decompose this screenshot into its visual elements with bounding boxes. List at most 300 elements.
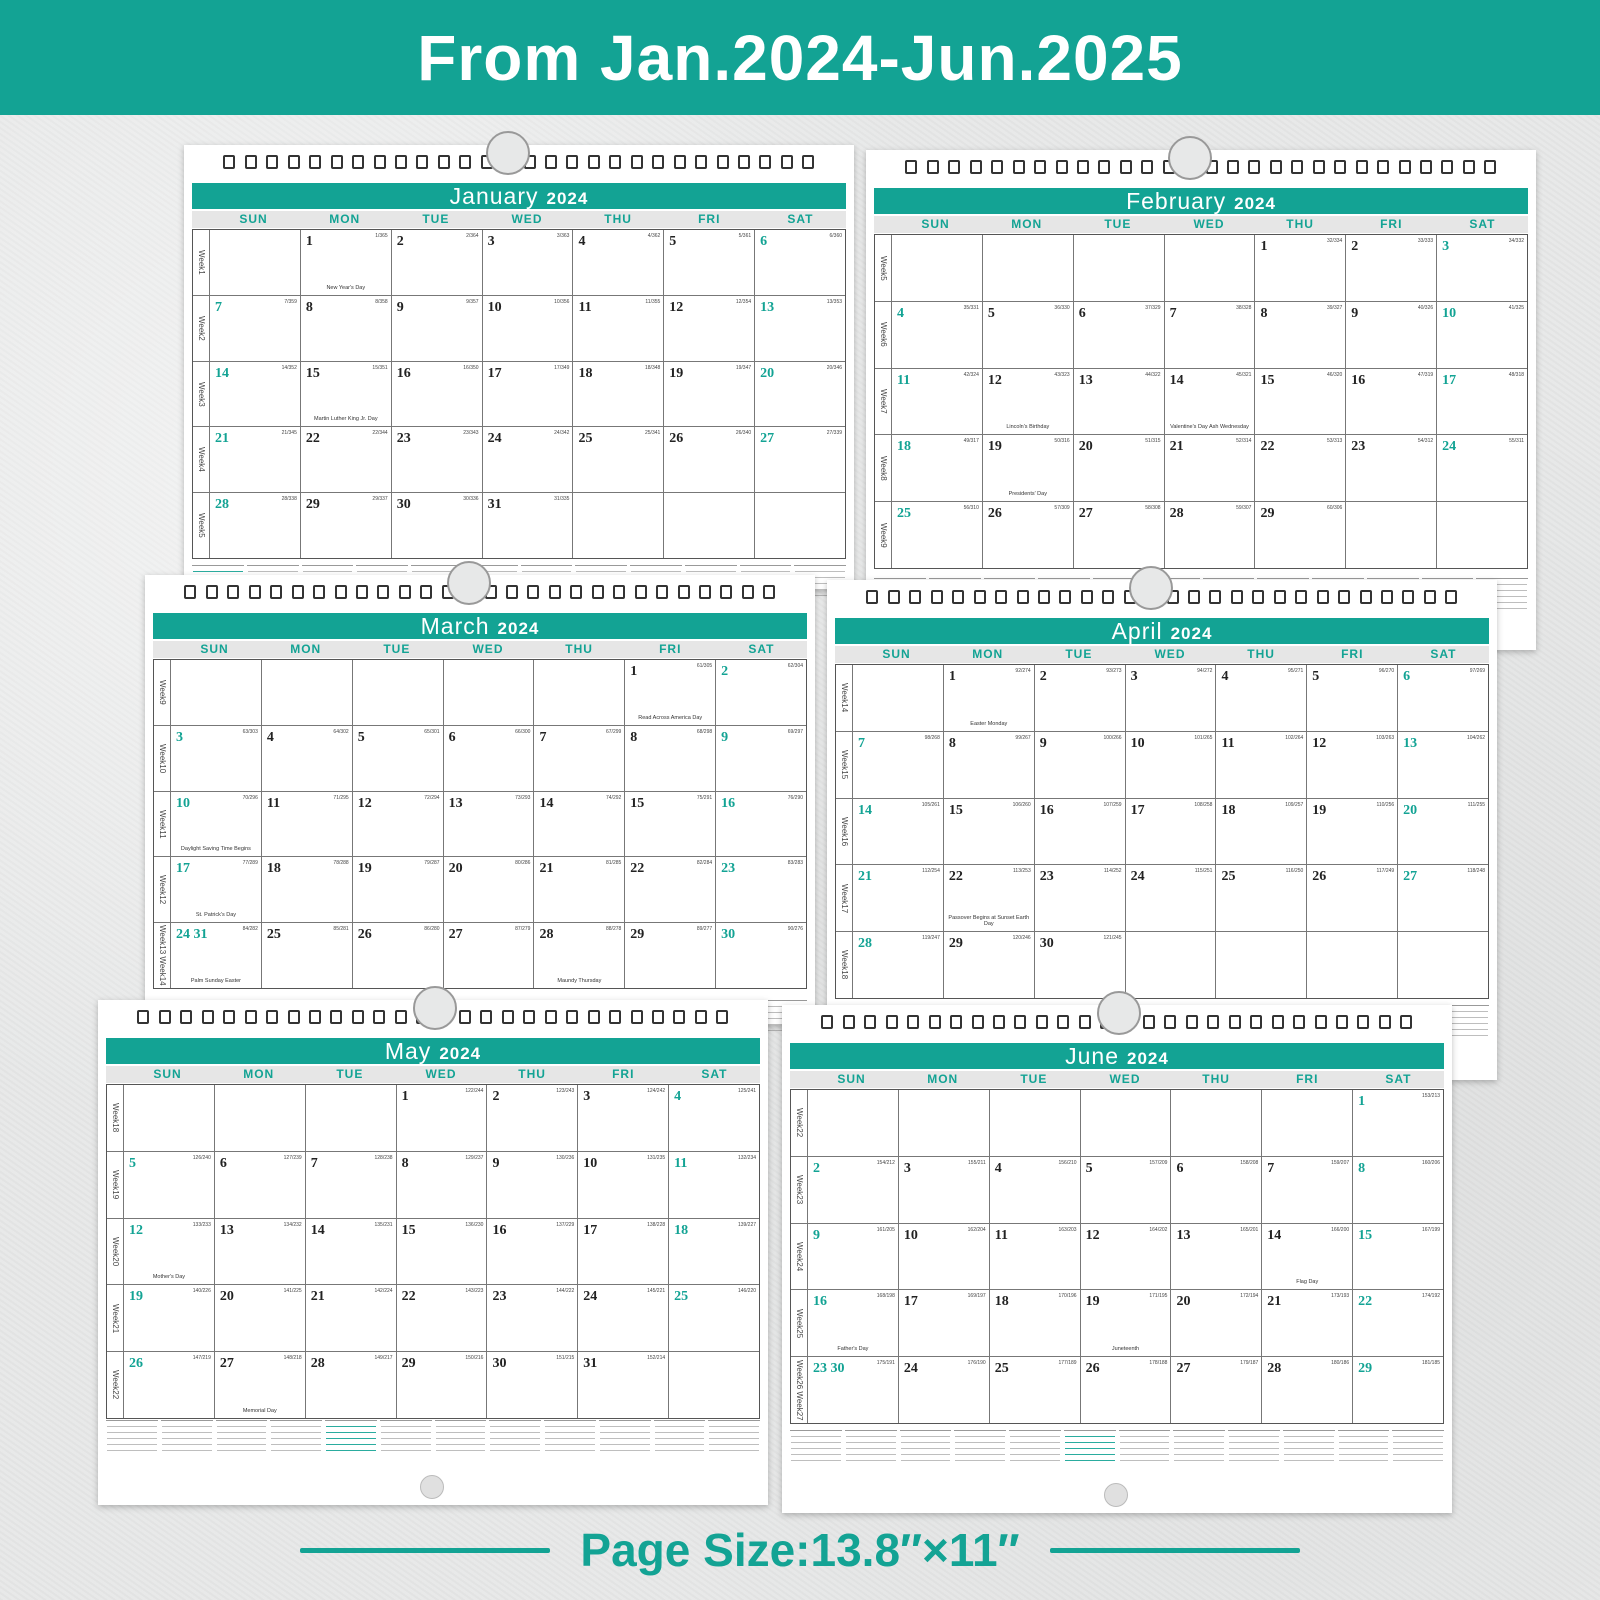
spiral-coil xyxy=(1057,1015,1069,1029)
day-of-year: 19/347 xyxy=(735,364,752,371)
day-number: 17 xyxy=(176,861,190,877)
day-number: 6 xyxy=(1403,669,1411,684)
day-number: 6 xyxy=(219,1155,227,1171)
day-cell xyxy=(1035,865,1126,931)
weekday-label: FRI xyxy=(1296,1072,1319,1086)
day-cell xyxy=(215,1152,306,1218)
day-number: 5 xyxy=(987,305,995,321)
day-number: 2 xyxy=(1351,239,1359,254)
day-of-year: 51/315 xyxy=(1145,438,1161,445)
day-of-year: 46/320 xyxy=(1327,371,1343,378)
day-number: 29 xyxy=(1260,506,1275,522)
day-number: 9 xyxy=(492,1155,500,1171)
day-cell xyxy=(1255,369,1346,435)
day-of-year: 170/196 xyxy=(1058,1293,1077,1300)
day-number: 22 xyxy=(401,1289,416,1305)
day-of-year: 1/365 xyxy=(375,233,388,239)
spiral-coil xyxy=(288,155,300,169)
day-cell xyxy=(397,1219,488,1285)
spiral-coil xyxy=(821,1015,833,1029)
day-cell xyxy=(664,427,755,492)
day-cell xyxy=(124,1085,215,1151)
day-of-year: 77/289 xyxy=(242,860,258,867)
spiral-coil xyxy=(907,1015,919,1029)
spiral-coil xyxy=(373,1010,385,1024)
spiral-coil xyxy=(549,585,561,599)
week-row xyxy=(875,435,1527,502)
holiday-note: Maundy Thursday xyxy=(557,977,602,984)
spiral-coil xyxy=(1227,160,1239,174)
spiral-coil xyxy=(1186,1015,1198,1029)
day-cell xyxy=(1437,502,1527,568)
mini-month xyxy=(216,1420,268,1458)
day-number: 12 xyxy=(669,299,684,315)
day-number: 29 xyxy=(948,936,963,952)
day-number: 18 xyxy=(266,861,281,877)
week-row xyxy=(791,1224,1443,1291)
day-number: 28 xyxy=(215,497,229,513)
day-cell xyxy=(444,857,535,922)
day-cell xyxy=(1398,799,1488,865)
week-number-label: Week1 xyxy=(193,230,210,295)
month-name: January xyxy=(449,183,539,209)
day-cell xyxy=(1437,435,1527,501)
week-number-label: Week5 xyxy=(875,235,892,301)
mini-month xyxy=(106,1420,158,1458)
day-number: 24 xyxy=(1130,869,1145,885)
spiral-coil xyxy=(1188,590,1200,604)
day-number: 23 30 xyxy=(813,1361,845,1377)
spiral-coil xyxy=(1336,1015,1348,1029)
day-number: 23 xyxy=(1039,869,1054,885)
day-cell xyxy=(573,362,664,427)
spiral-coil xyxy=(335,585,347,599)
week-row xyxy=(791,1090,1443,1157)
day-cell xyxy=(664,230,755,295)
spiral-coil xyxy=(245,1010,257,1024)
day-number: 8 xyxy=(1260,305,1268,321)
day-number: 18 xyxy=(897,439,911,455)
day-number: 7 xyxy=(1169,305,1177,321)
day-number: 11 xyxy=(1221,735,1235,751)
day-number: 1 xyxy=(1358,1094,1366,1109)
day-cell xyxy=(1398,865,1488,931)
spiral-coil xyxy=(331,155,343,169)
day-number: 12 xyxy=(357,795,372,811)
spiral-coil xyxy=(929,1015,941,1029)
spiral-coil xyxy=(995,590,1007,604)
spiral-coil xyxy=(1252,590,1264,604)
month-grid xyxy=(153,659,807,989)
week-row xyxy=(875,302,1527,369)
day-cell xyxy=(755,362,845,427)
spiral-coil xyxy=(763,585,775,599)
year-overview-strip xyxy=(106,1420,760,1458)
day-of-year: 140/226 xyxy=(192,1288,211,1295)
day-of-year: 45/321 xyxy=(1236,371,1252,378)
day-number: 1 xyxy=(630,664,638,679)
spiral-coil xyxy=(802,155,814,169)
weekday-label: TUE xyxy=(1020,1072,1048,1086)
bottom-caption xyxy=(0,1510,1600,1590)
spiral-coil xyxy=(609,1010,621,1024)
day-of-year: 162/204 xyxy=(967,1226,986,1233)
day-of-year: 134/232 xyxy=(283,1221,302,1228)
spiral-coil xyxy=(950,1015,962,1029)
weekday-label: FRI xyxy=(698,212,721,226)
month-title-bar xyxy=(106,1038,760,1064)
day-of-year: 70/296 xyxy=(242,794,258,801)
day-number: 25 xyxy=(897,506,911,522)
spiral-coil xyxy=(356,585,368,599)
day-number: 12 xyxy=(129,1222,143,1238)
month-year: 2024 xyxy=(1170,624,1213,643)
day-number: 14 xyxy=(310,1222,325,1238)
day-cell xyxy=(1171,1357,1262,1423)
day-cell xyxy=(1165,302,1256,368)
day-number: 28 xyxy=(539,927,554,943)
day-number: 22 xyxy=(1358,1294,1373,1310)
day-of-year: 168/198 xyxy=(876,1293,895,1300)
spiral-coil xyxy=(1317,590,1329,604)
day-number: 24 xyxy=(487,431,502,447)
day-cell xyxy=(1035,732,1126,798)
spiral-coil xyxy=(1102,590,1114,604)
day-of-year: 89/277 xyxy=(696,926,713,933)
mini-month xyxy=(1173,1430,1225,1468)
day-number: 15 xyxy=(1358,1227,1373,1243)
day-number: 30 xyxy=(396,497,411,513)
spiral-coil xyxy=(720,585,732,599)
weekday-label: THU xyxy=(565,642,593,656)
day-cell xyxy=(1081,1290,1172,1356)
spiral-coil xyxy=(566,1010,578,1024)
weekday-label: THU xyxy=(1247,647,1275,661)
spiral-coil xyxy=(588,155,600,169)
month-grid xyxy=(192,229,846,559)
day-number: 17 xyxy=(487,365,502,381)
spiral-coil xyxy=(527,585,539,599)
month-title-bar xyxy=(790,1043,1444,1069)
day-of-year: 127/239 xyxy=(283,1154,302,1161)
day-of-year: 17/349 xyxy=(554,364,570,371)
week-row xyxy=(193,362,845,428)
day-number: 13 xyxy=(1176,1227,1191,1243)
day-number: 11 xyxy=(994,1227,1008,1243)
calendar-page-may xyxy=(98,1000,768,1505)
day-number: 17 xyxy=(583,1222,598,1238)
weekday-label: FRI xyxy=(1380,217,1403,231)
day-cell xyxy=(397,1085,488,1151)
day-of-year: 96/270 xyxy=(1378,668,1395,674)
week-row xyxy=(193,427,845,493)
day-of-year: 116/250 xyxy=(1285,868,1304,875)
day-of-year: 111/255 xyxy=(1467,801,1486,808)
caption-line-right xyxy=(1050,1548,1300,1553)
day-cell xyxy=(215,1352,306,1418)
day-of-year: 97/269 xyxy=(1469,668,1486,674)
day-cell xyxy=(1171,1224,1262,1290)
day-cell xyxy=(262,923,353,988)
day-of-year: 141/225 xyxy=(283,1288,302,1295)
spiral-coil xyxy=(270,585,282,599)
day-cell xyxy=(716,792,806,857)
day-number: 6 xyxy=(448,729,456,745)
day-number: 13 xyxy=(448,795,463,811)
day-cell xyxy=(1216,865,1307,931)
day-of-year: 98/268 xyxy=(924,734,940,741)
spiral-coil xyxy=(309,1010,321,1024)
spiral-coil xyxy=(1484,160,1496,174)
day-cell xyxy=(990,1290,1081,1356)
day-cell xyxy=(983,302,1074,368)
day-of-year: 95/271 xyxy=(1288,668,1304,674)
month-name: February xyxy=(1126,188,1227,214)
day-of-year: 125/241 xyxy=(737,1088,757,1094)
day-cell xyxy=(899,1157,990,1223)
weekday-label: MON xyxy=(1011,217,1043,231)
spiral-coil xyxy=(866,590,878,604)
day-of-year: 180/186 xyxy=(1331,1360,1350,1367)
weekday-label: MON xyxy=(927,1072,959,1086)
day-of-year: 12/354 xyxy=(735,298,752,305)
day-number: 8 xyxy=(630,729,638,745)
day-cell xyxy=(944,799,1035,865)
day-of-year: 133/233 xyxy=(192,1221,211,1228)
day-number: 6 xyxy=(1176,1160,1184,1176)
day-cell xyxy=(755,427,845,492)
spiral-coil xyxy=(588,1010,600,1024)
day-cell xyxy=(1307,865,1398,931)
day-number: 19 xyxy=(129,1289,143,1305)
day-cell xyxy=(392,362,483,427)
page-size-caption: Page Size:13.8″×11″ xyxy=(580,1524,1020,1576)
week-number-label: Week13 Week14 xyxy=(154,923,171,988)
weekday-label: WED xyxy=(472,642,504,656)
spiral-coil xyxy=(695,155,707,169)
day-of-year: 145/221 xyxy=(647,1288,666,1295)
month-year: 2024 xyxy=(1234,194,1276,213)
weekday-label: SUN xyxy=(837,1072,866,1086)
day-cell xyxy=(669,1352,759,1418)
weekday-label: TUE xyxy=(422,212,450,226)
day-cell xyxy=(1216,665,1307,731)
day-of-year: 2/364 xyxy=(466,233,479,239)
hanger-hole xyxy=(486,131,530,175)
day-cell xyxy=(853,865,944,931)
day-of-year: 7/359 xyxy=(284,298,297,305)
day-of-year: 88/278 xyxy=(606,926,622,933)
spiral-coil xyxy=(545,1010,557,1024)
day-number: 5 xyxy=(669,234,677,249)
day-cell xyxy=(578,1085,669,1151)
month-name: May xyxy=(384,1038,432,1064)
day-of-year: 66/300 xyxy=(515,728,531,735)
holiday-note: Daylight Saving Time Begins xyxy=(180,846,251,853)
weekday-header-gap xyxy=(153,641,169,658)
day-of-year: 87/279 xyxy=(515,926,531,933)
day-cell xyxy=(1081,1157,1172,1223)
mini-month xyxy=(654,1420,706,1458)
week-row xyxy=(107,1352,759,1418)
day-number: 10 xyxy=(487,299,502,315)
week-row xyxy=(154,660,806,726)
day-of-year: 158/208 xyxy=(1240,1159,1259,1166)
week-row xyxy=(791,1157,1443,1224)
day-of-year: 11/355 xyxy=(645,298,661,305)
day-of-year: 112/254 xyxy=(922,868,940,875)
day-cell xyxy=(210,362,301,427)
spiral-coil xyxy=(1209,590,1221,604)
weekday-label: THU xyxy=(1202,1072,1230,1086)
day-cell xyxy=(353,660,444,725)
day-cell xyxy=(392,230,483,295)
day-number: 3 xyxy=(903,1160,911,1176)
spiral-coil xyxy=(717,155,729,169)
day-of-year: 120/246 xyxy=(1012,935,1031,942)
spiral-coil xyxy=(927,160,939,174)
spiral-coil xyxy=(1400,1015,1412,1029)
day-number: 13 xyxy=(760,299,775,315)
spiral-coil xyxy=(1098,160,1110,174)
day-number: 8 xyxy=(948,735,956,751)
day-of-year: 104/262 xyxy=(1466,734,1486,741)
day-of-year: 174/192 xyxy=(1421,1293,1441,1300)
day-cell xyxy=(716,923,806,988)
day-cell xyxy=(210,493,301,558)
day-number: 9 xyxy=(721,729,729,745)
day-number: 16 xyxy=(492,1222,507,1238)
day-number: 4 xyxy=(897,305,904,321)
day-number: 27 xyxy=(1078,506,1093,522)
day-cell xyxy=(983,369,1074,435)
day-of-year: 176/190 xyxy=(967,1360,986,1367)
weekday-label: MON xyxy=(243,1067,275,1081)
day-cell xyxy=(990,1090,1081,1156)
day-cell xyxy=(808,1090,899,1156)
top-banner xyxy=(0,0,1600,115)
mini-month xyxy=(954,1430,1006,1468)
day-cell xyxy=(983,235,1074,301)
day-of-year: 155/211 xyxy=(968,1159,986,1166)
day-number: 28 xyxy=(1267,1361,1282,1377)
day-of-year: 92/274 xyxy=(1015,668,1031,674)
week-number-label: Week11 xyxy=(154,792,171,857)
spiral-coil xyxy=(678,585,690,599)
spiral-coil xyxy=(480,1010,492,1024)
day-number: 31 xyxy=(487,497,502,513)
week-number-label: Week18 xyxy=(107,1085,124,1151)
spiral-coil xyxy=(1081,590,1093,604)
day-of-year: 58/308 xyxy=(1145,505,1161,512)
day-number: 21 xyxy=(215,431,229,447)
day-number: 28 xyxy=(310,1356,325,1372)
spiral-coil xyxy=(1441,160,1453,174)
holiday-note: Flag Day xyxy=(1296,1279,1319,1286)
day-of-year: 131/235 xyxy=(647,1154,666,1161)
day-number: 16 xyxy=(1039,802,1054,818)
day-number: 19 xyxy=(987,439,1002,455)
spiral-coil xyxy=(1399,160,1411,174)
caption-line-left xyxy=(300,1548,550,1553)
spiral-coil xyxy=(292,585,304,599)
day-number: 25 xyxy=(674,1289,689,1305)
holiday-note: Presidents' Day xyxy=(1008,491,1047,498)
spiral-coil xyxy=(952,590,964,604)
day-of-year: 23/343 xyxy=(463,430,479,437)
weekday-header-gap xyxy=(874,216,890,233)
week-row xyxy=(836,799,1488,866)
weekday-label: SAT xyxy=(748,642,775,656)
day-number: 27 xyxy=(219,1356,234,1372)
weekday-header-gap xyxy=(192,211,208,228)
day-of-year: 52/314 xyxy=(1236,438,1252,445)
month-grid xyxy=(790,1089,1444,1424)
week-number-label: Week9 xyxy=(875,502,892,568)
mini-month xyxy=(900,1430,952,1468)
day-cell xyxy=(990,1224,1081,1290)
day-of-year: 26/340 xyxy=(735,430,752,437)
day-number: 2 xyxy=(1039,669,1047,684)
day-number: 5 xyxy=(129,1155,136,1171)
day-cell xyxy=(625,726,716,791)
day-number: 13 xyxy=(1078,372,1093,388)
spiral-coil xyxy=(991,160,1003,174)
weekday-label: WED xyxy=(511,212,543,226)
mini-month xyxy=(1283,1430,1335,1468)
day-number: 3 xyxy=(176,729,183,745)
day-of-year: 78/288 xyxy=(333,860,349,867)
day-of-year: 39/327 xyxy=(1327,304,1343,311)
day-cell xyxy=(1035,799,1126,865)
day-cell xyxy=(664,493,755,558)
week-number-label: Week18 xyxy=(836,932,853,998)
day-of-year: 14/352 xyxy=(281,364,297,371)
day-cell xyxy=(124,1285,215,1351)
day-number: 27 xyxy=(1176,1361,1191,1377)
day-number: 25 xyxy=(994,1361,1009,1377)
day-of-year: 165/201 xyxy=(1240,1226,1259,1233)
day-cell xyxy=(301,362,392,427)
day-cell xyxy=(1216,799,1307,865)
day-of-year: 144/222 xyxy=(556,1288,575,1295)
week-row xyxy=(154,726,806,792)
day-of-year: 163/203 xyxy=(1058,1226,1077,1233)
day-of-year: 13/353 xyxy=(826,298,843,305)
day-of-year: 54/312 xyxy=(1417,438,1434,445)
day-of-year: 177/189 xyxy=(1058,1360,1077,1367)
day-of-year: 178/188 xyxy=(1149,1360,1168,1367)
day-of-year: 62/304 xyxy=(787,663,804,669)
day-number: 20 xyxy=(448,861,463,877)
day-number: 21 xyxy=(539,861,554,877)
day-cell xyxy=(1353,1157,1443,1223)
day-of-year: 59/307 xyxy=(1236,505,1252,512)
day-cell xyxy=(487,1285,578,1351)
spiral-coil xyxy=(1295,590,1307,604)
spiral-coil xyxy=(1313,160,1325,174)
day-number: 2 xyxy=(813,1160,820,1176)
day-of-year: 150/216 xyxy=(465,1355,484,1362)
day-of-year: 48/318 xyxy=(1508,371,1525,378)
spiral-coil xyxy=(781,155,793,169)
day-cell xyxy=(487,1085,578,1151)
day-of-year: 53/313 xyxy=(1327,438,1343,445)
day-cell xyxy=(171,726,262,791)
day-number: 10 xyxy=(176,795,190,811)
day-of-year: 110/256 xyxy=(1376,801,1395,808)
day-of-year: 50/316 xyxy=(1054,438,1070,445)
